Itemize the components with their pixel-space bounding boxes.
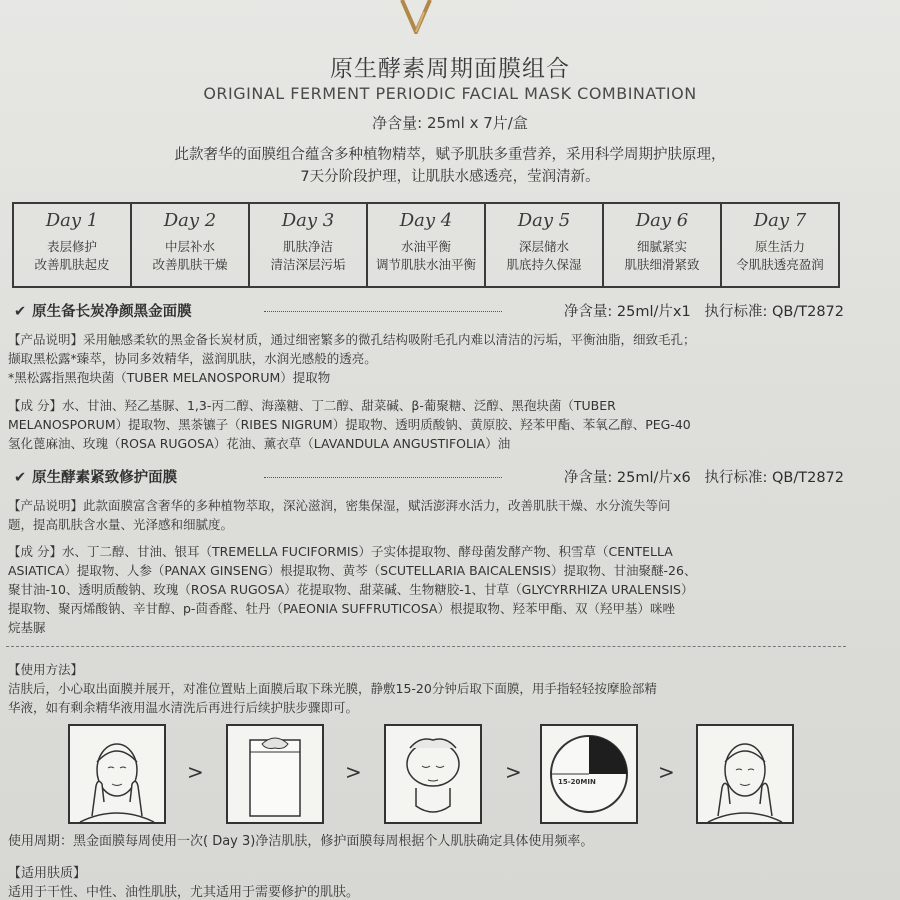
- usage-section: [8, 660, 852, 717]
- timer-label: 15-20MIN: [558, 778, 596, 786]
- text-line: 洁肤后，小心取出面膜并展开，对准位置贴上面膜后取下珠光膜，静敷15-20分钟后取下面膜，用手指轻轻按摩脸部精: [8, 681, 657, 696]
- step-open-sheet: [226, 724, 324, 824]
- day-title: 肌肤净洁: [282, 239, 333, 254]
- day-desc: 改善肌肤起皮: [34, 257, 110, 272]
- day-title: 水油平衡: [400, 239, 451, 254]
- step-apply-mask: [68, 724, 166, 824]
- product1-standard: 执行标准: QB/T2872: [704, 304, 844, 320]
- day-desc: 肌底持久保湿: [506, 257, 582, 272]
- arrow-icon: >: [187, 760, 204, 784]
- day-title: 原生活力: [754, 239, 805, 254]
- day-label: Day 7: [753, 210, 807, 231]
- product1-header: [14, 300, 844, 322]
- product2-header: [14, 466, 844, 488]
- text-line: 烷基脲: [8, 620, 46, 635]
- day-label: Day 2: [163, 210, 217, 231]
- usage-heading: 【使用方法】: [8, 662, 84, 677]
- text-line: 【成 分】水、丁二醇、甘油、银耳（TREMELLA FUCIFORMIS）子实体提取物、酵母菌发酵产物、积雪草（CENTELLA: [8, 544, 673, 559]
- face-mask-icon: [70, 726, 164, 822]
- text-line: 题，提高肌肤含水量、光泽感和细腻度。: [8, 517, 234, 532]
- day-cell: [367, 203, 485, 287]
- skin-type-heading: 【适用肤质】: [8, 866, 87, 881]
- intro-line: 7天分阶段护理，让肌肤水感透亮，莹润清新。: [300, 169, 600, 185]
- day-title: 表层修护: [46, 239, 97, 254]
- face-massage-icon: [698, 726, 792, 822]
- day-label: Day 3: [281, 210, 335, 231]
- day-desc: 调节肌肤水油平衡: [375, 257, 476, 272]
- product2-name: 原生酵素紧致修护面膜: [32, 470, 178, 486]
- dotted-leader: [264, 477, 502, 478]
- skin-type-text: 适用于干性、中性、油性肌肤，尤其适用于需要修护的肌肤。: [8, 885, 360, 900]
- day-cell: [603, 203, 721, 287]
- text-line: 提取物、聚丙烯酸钠、辛甘醇、p-茴香醛、牡丹（PAEONIA SUFFRUTICOSA）根提取物、羟苯甲酯、双（羟甲基）咪唑: [8, 601, 675, 616]
- day-desc: 令肌肤透亮盈润: [736, 257, 824, 272]
- product-title-en: ORIGINAL FERMENT PERIODIC FACIAL MASK COMBINATION: [203, 84, 697, 103]
- product2-description: [8, 496, 852, 534]
- day-title: 细腻紧实: [636, 239, 687, 254]
- product1-spec: [564, 300, 844, 321]
- step-massage: [696, 724, 794, 824]
- text-line: 【产品说明】采用触感柔软的黑金备长炭材质，通过细密繁多的微孔结构吸附毛孔内难以清洁的污垢，平衡油脂，细致毛孔；: [8, 332, 696, 347]
- intro-line: 此款奢华的面膜组合蕴含多种植物精萃，赋予肌肤多重营养，采用科学周期护肤原理，: [174, 147, 726, 163]
- text-line: 【成 分】水、甘油、羟乙基脲、1,3-丙二醇、海藻糖、丁二醇、甜菜碱、β-葡聚糖、泛醇、黑孢块菌（TUBER: [8, 398, 616, 413]
- text-line: 聚甘油-10、透明质酸钠、玫瑰（ROSA RUGOSA）花提取物、甜菜碱、生物糖胶-1、甘草（GLYCYRRHIZA URALENSIS）: [8, 582, 694, 597]
- day-label: Day 6: [635, 210, 689, 231]
- text-line: 氢化蓖麻油、玫瑰（ROSA RUGOSA）花油、薰衣草（LAVANDULA ANGUSTIFOLIA）油: [8, 436, 511, 451]
- day-cell: [249, 203, 367, 287]
- day-desc: 清洁深层污垢: [270, 257, 346, 272]
- day-label: Day 5: [517, 210, 571, 231]
- arrow-icon: >: [345, 760, 362, 784]
- text-line: *黑松露指黑孢块菌（TUBER MELANOSPORUM）提取物: [8, 370, 331, 385]
- day-label: Day 1: [45, 210, 99, 231]
- text-line: 【产品说明】此款面膜富含奢华的多种植物萃取，深沁滋润，密集保湿，赋活澎湃水活力，改善肌肤干燥、水分流失等问: [8, 498, 671, 513]
- day-label: Day 4: [399, 210, 453, 231]
- product1-name: 原生备长炭净颜黑金面膜: [32, 304, 192, 320]
- timer-icon: [542, 726, 636, 822]
- dotted-leader: [264, 311, 502, 312]
- product2-standard: 执行标准: QB/T2872: [704, 470, 844, 486]
- day-desc: 改善肌肤干燥: [152, 257, 228, 272]
- text-line: MELANOSPORUM）提取物、黑茶镳子（RIBES NIGRUM）提取物、透明质酸钠、黄原胶、羟苯甲酯、苯氧乙醇、PEG-40: [8, 417, 691, 432]
- product1-description: [8, 330, 852, 387]
- check-icon: ✔: [14, 304, 27, 320]
- product-title-cn: 原生酵素周期面膜组合: [330, 56, 570, 82]
- step-relax: [384, 724, 482, 824]
- text-line: 华液，如有剩余精华液用温水清洗后再进行后续护肤步骤即可。: [8, 700, 359, 715]
- day-cell: [485, 203, 603, 287]
- usage-frequency: 使用周期：黑金面膜每周使用一次( Day 3)净洁肌肤，修护面膜每周根据个人肌肤确定具体使用频率。: [8, 834, 594, 849]
- check-icon: ✔: [14, 470, 27, 486]
- relaxing-face-icon: [386, 726, 480, 822]
- net-content: 净含量: 25ml x 7片/盒: [372, 114, 528, 132]
- day-schedule-table: [12, 202, 840, 288]
- step-timer: [540, 724, 638, 824]
- dashed-divider: [6, 646, 846, 647]
- product2-net: 净含量: 25ml/片x6: [563, 470, 691, 486]
- text-line: ASIATICA）提取物、人参（PANAX GINSENG）根提取物、黄芩（SCUTELLARIA BAICALENSIS）提取物、甘油聚醚-26、: [8, 563, 697, 578]
- product1-net: 净含量: 25ml/片x1: [563, 304, 691, 320]
- day-title: 深层储水: [518, 239, 569, 254]
- usage-steps: [0, 724, 900, 824]
- brand-logo-icon: [396, 0, 436, 34]
- product2-spec: [564, 466, 844, 487]
- sheet-mask-icon: [228, 726, 322, 822]
- text-line: 撷取黑松露*臻萃，协同多效精华，滋润肌肤，水润光感般的透亮。: [8, 351, 377, 366]
- day-cell: [721, 203, 839, 287]
- day-title: 中层补水: [164, 239, 215, 254]
- day-cell: [131, 203, 249, 287]
- product1-ingredients: [8, 396, 852, 453]
- day-desc: 肌肤细滑紧致: [624, 257, 700, 272]
- product2-ingredients: [8, 542, 852, 637]
- day-cell: [13, 203, 131, 287]
- arrow-icon: >: [505, 760, 522, 784]
- intro-text: [40, 144, 860, 188]
- arrow-icon: >: [658, 760, 675, 784]
